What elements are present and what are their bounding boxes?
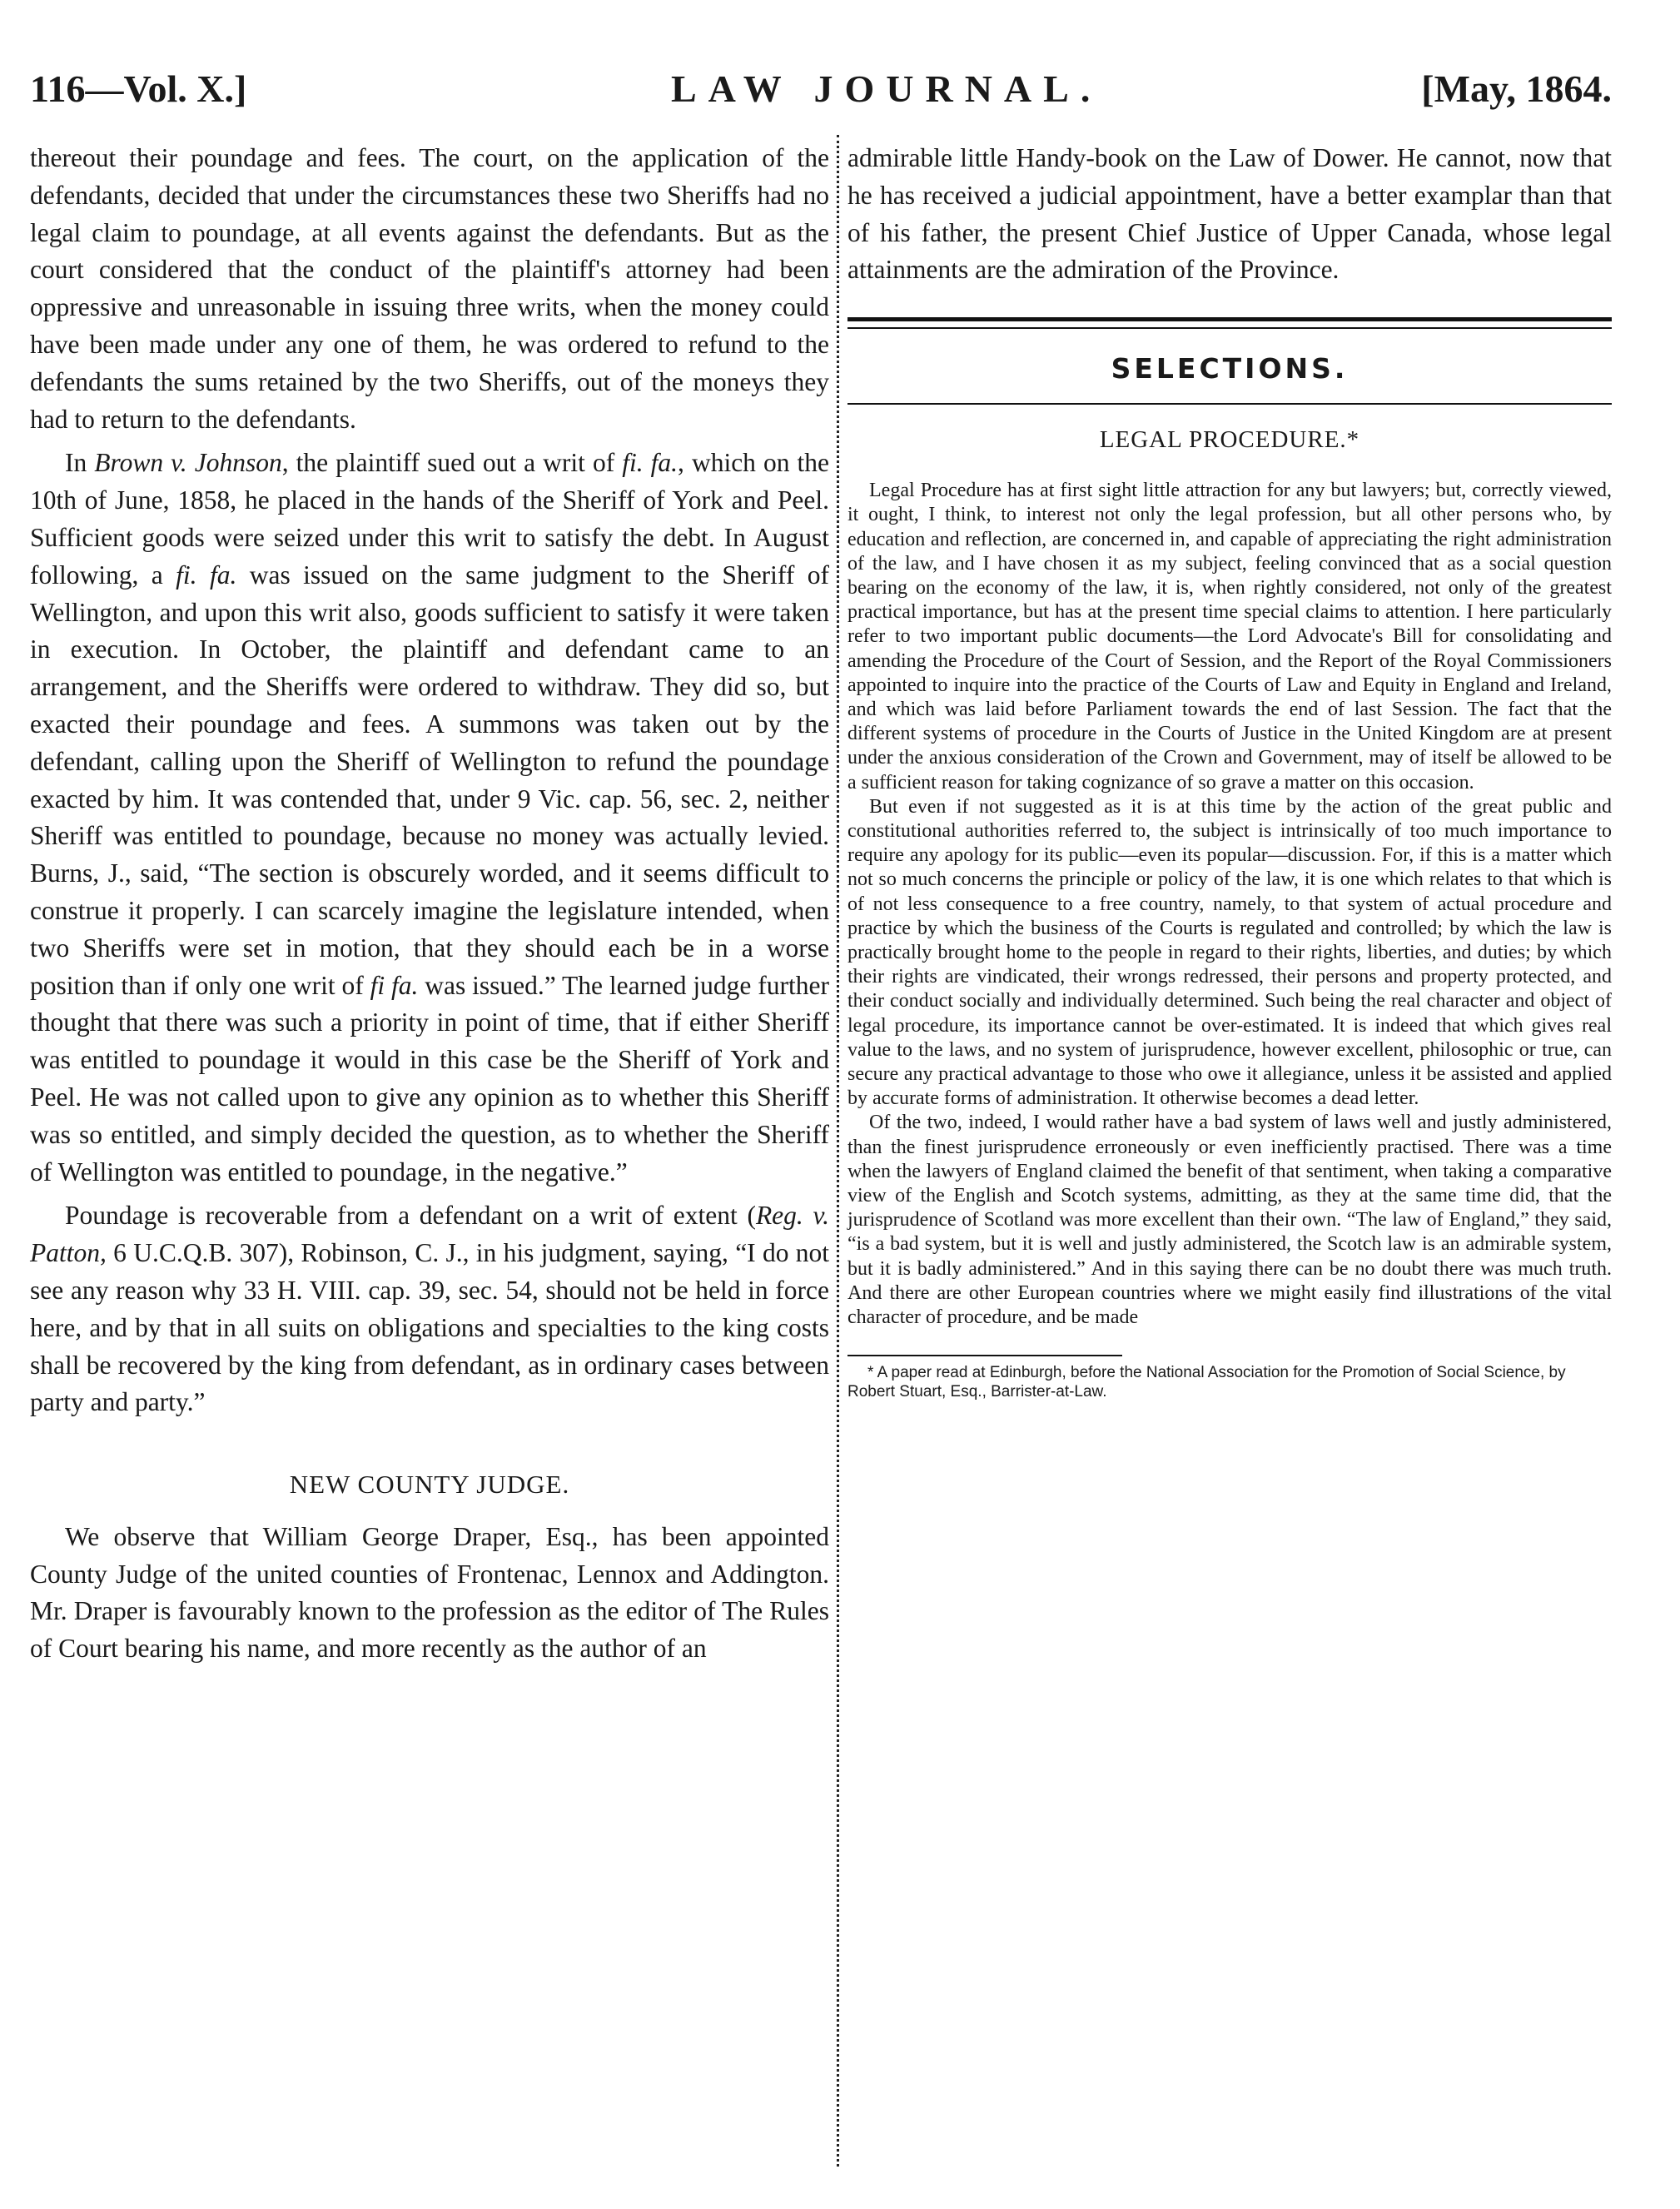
article-paragraph: Of the two, indeed, I would rather have a bad system of laws well and justly administered, than the finest jurisprudence erroneously or even inefficiently practised. There was a time when the lawyers of England claimed the benefit of that sentiment, when taking a comparative view of the English and Scotch systems, admitting, as they at the same time did, that the jurisprudence of Scotland was more excellent than their own. “The law of England,” they said, “is a bad system, but it is well and justly administered, the Scotch law is an admirable system, but it is badly administered.” And in this saying there can be no doubt there was much truth. And there are other European countries where we might easily find illustrations of the vital character of procedure, and be made <box>847 1112 1612 1329</box>
article-title: LEGAL PROCEDURE.* <box>1099 426 1360 454</box>
section-heading-selections: SELECTIONS. <box>1111 352 1349 386</box>
rule-divider <box>847 403 1612 405</box>
case-name: Reg. v. Patton, <box>30 1201 829 1268</box>
paragraph-text: was issued.” The learned judge further thought that there was such a priority in point of time, that if either Sheriff was entitled to poundage it would in this case be the Sheriff of York and Peel. He was not called upon to give any opinion as to whether this Sheriff was so entitled, and simply decided the question, as to whether the Sheriff of Wellington was entitled to poundage, in the negative.” <box>30 970 829 1187</box>
writ-name: fi fa. <box>370 970 419 1000</box>
paragraph-text: , the plaintiff sued out a writ of <box>281 448 623 478</box>
journal-title: LAW JOURNAL. <box>671 67 1102 110</box>
footnote-rule <box>847 1355 1122 1356</box>
paragraph-continuation <box>30 140 829 438</box>
paragraph-text: Poundage is recoverable from a defendant on a writ of extent ( <box>65 1201 756 1231</box>
article-paragraph: Legal Procedure has at first sight little attraction for any but lawyers; but, correctly viewed, it ought, I think, to interest not only the legal profession, but all other persons who, by education and reflection, are concerned in, and capable of appreciating the right administration of the law, and I have chosen it as my subject, feeling convinced that as a social question bearing on the economy of the law, it is, when rightly considered, not only of the greatest practical importance, but has at the present time special claims to attention. I here particularly refer to two important public documents—the Lord Advocate's Bill for consolidating and amending the Procedure of the Court of Session, and the Report of the Royal Commissioners appointed to inquire into the practice of the Courts of Law and Equity in England and Ireland, and which was laid before Parliament towards the end of last Session. The fact that the different systems of procedure in the Courts of Justice in the United Kingdom are at present under the anxious consideration of the Crown and Government, may of itself be allowed to be a sufficient reason for taking cognizance of so grave a matter on this occasion. <box>847 480 1612 794</box>
paragraph-handy-book: admirable little Handy-book on the Law of Dower. He cannot, now that he has received a judicial appointment, have a better examplar than that of his father, the present Chief Justice of Upper Canada, whose legal attainments are the admiration of the Province. <box>847 143 1612 285</box>
paragraph-draper <box>30 1519 829 1668</box>
issue-date: [May, 1864. <box>1421 67 1612 110</box>
writ-name: fi. fa. <box>622 448 678 478</box>
section-heading-new-county-judge: NEW COUNTY JUDGE. <box>289 1470 570 1500</box>
right-column <box>847 140 1612 1401</box>
paragraph-poundage <box>30 1197 829 1421</box>
left-column <box>30 140 829 1674</box>
double-rule-divider <box>847 317 1612 329</box>
page-header <box>30 67 1612 117</box>
article-paragraph: But even if not suggested as it is at this time by the action of the great public and constitutional authorities referred to, the subject is intrinsically of too much importance to require any apology for its public—even its popular—discussion. For, if this is a matter which not so much concerns the principle or policy of the law, it is one which relates to that which is of not less consequence to a free country, namely, to that system of actual procedure and practice by which the business of the Courts is regulated and controlled; by which the law is practically brought home to the people in regard to their rights, liberties, and duties; by which their rights are vindicated, their wrongs redressed, their persons and property protected, and their conduct socially and individually determined. Such being the real character and object of legal procedure, its importance cannot be over-estimated. It is indeed that which gives real value to the laws, and no system of jurisprudence, however excellent, philosophic or true, can secure any practical advantage to those who owe it allegiance, unless it be assisted and applied by accurate forms of administration. It otherwise becomes a dead letter. <box>847 795 1612 1110</box>
column-divider <box>837 135 842 2167</box>
paragraph-text: was issued on the same judgment to the Sheriff of Wellington, and upon this writ also, goods sufficient to satisfy it were taken in execution. In October, the plaintiff and defendant came to an arrangement, and the Sheriffs were ordered to withdraw. They did so, but exacted their poundage and fees. A summons was taken out by the defendant, calling upon the Sheriff of Wellington to refund the poundage exacted by him. It was contended that, under 9 Vic. cap. 56, sec. 2, neither Sheriff was entitled to poundage, because no money was actually levied. Burns, J., said, “The section is obscurely worded, and it seems difficult to construe it properly. I can scarcely imagine the legislature intended, when two Sheriffs were set in motion, that they should each be in a worse position than if only one writ of <box>30 560 829 1000</box>
paragraph-text: 6 U.C.Q.B. 307), Robinson, C. J., in his judgment, saying, “I do not see any reason why 33 H. VIII. cap. 39, sec. 54, should not be held in force here, and by that in all suits on obligations and specialties to the king costs shall be recovered by the king from defendant, as in ordinary cases between party and party.” <box>30 1238 829 1417</box>
footnote: * A paper read at Edinburgh, before the National Association for the Promotion of Social Science, by Robert Stuart, Esq., Barrister-at-Law. <box>847 1364 1566 1401</box>
paragraph-text: , which on the 10th of June, 1858, he placed in the hands of the Sheriff of York and Peel. Sufficient goods were seized under this writ to satisfy the debt. In August following, a <box>30 448 829 590</box>
paragraph-brown-v-johnson: In Brown v. Johnson, the plaintiff sued out a writ of fi. fa., which on the 10th of June, 1858, he placed in the hands of the Sheriff of York and Peel. Sufficient goods were seized under this writ to satisfy the debt. In August following, a fi. fa. was issued on the same judgment to the Sheriff of Wellington, and upon this writ also, goods sufficient to satisfy it were taken in execution. In October, the plaintiff and defendant came to an arrangement, and the Sheriffs were ordered to withdraw. They did so, but exacted their poundage and fees. A summons was taken out by the defendant, calling upon the Sheriff of Wellington to refund the poundage exacted by him. It was contended that, under 9 Vic. cap. 56, sec. 2, neither Sheriff was entitled to poundage, because no money was actually levied. Burns, J., said, “The section is obscurely worded, and it seems difficult to construe it properly. I can scarcely imagine the legislature intended, when two Sheriffs were set in motion, that they should each be in a worse position than if only one writ of fi fa. was issued.” The learned judge further thought that there was such a priority in point of time, that if either Sheriff was entitled to poundage it would in this case be the Sheriff of York and Peel. He was not called upon to give any opinion as to whether this Sheriff was so entitled, and simply decided the question, as to whether the Sheriff of Wellington was entitled to poundage, in the negative.” <box>30 448 829 1187</box>
page-number-volume: 116—Vol. X.] <box>30 67 247 110</box>
case-name: Brown v. Johnson <box>94 448 282 478</box>
paragraph-text: thereout their poundage and fees. The court, on the application of the defendants, decided that under the circumstances these two Sheriffs had no legal claim to poundage, at all events against the defendants. But as the court considered that the conduct of the plaintiff's attorney had been oppressive and unreasonable in issuing three writs, when the money could have been made under any one of them, he was ordered to refund to the defendants the sums retained by the two Sheriffs, out of the moneys they had to return to the defendants. <box>30 143 829 434</box>
writ-name: fi. fa. <box>176 560 237 590</box>
paragraph-text: We observe that William George Draper, Esq., has been appointed County Judge of the united counties of Frontenac, Lennox and Addington. Mr. Draper is favourably known to the profession as the editor of The Rules of Court bearing his name, and more recently as the author of an <box>30 1521 829 1664</box>
article-body <box>847 479 1612 1330</box>
